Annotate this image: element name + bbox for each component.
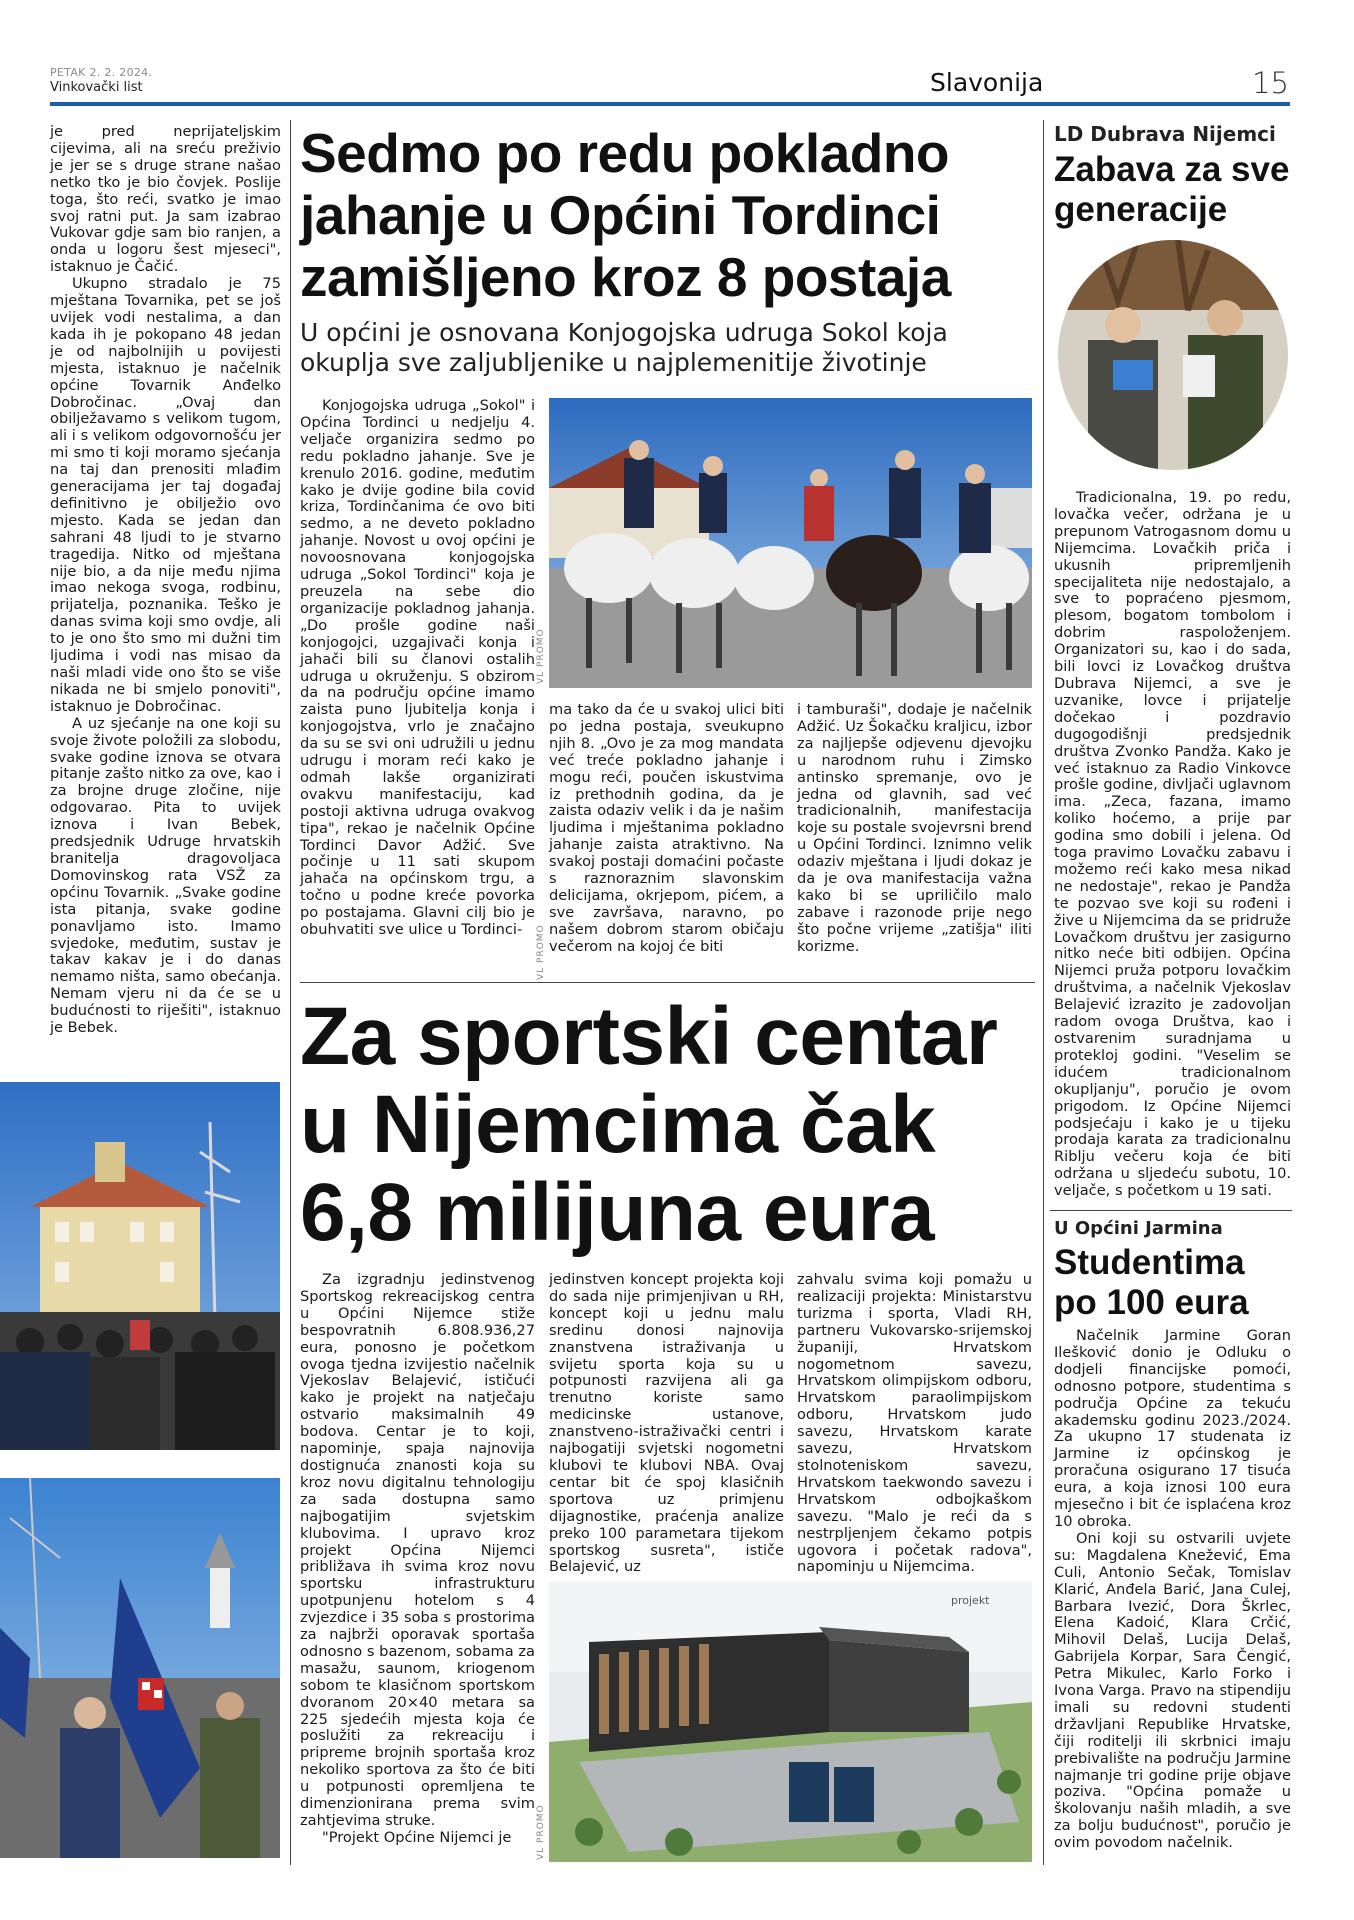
- article1-photo-credit: VL PROMO: [536, 628, 546, 684]
- article1-column-2: [549, 702, 784, 956]
- article2-column-1: [300, 1272, 535, 1847]
- sidebar1-text-block: [1054, 490, 1291, 1200]
- article2-col2-text: jedinstven koncept projekta koji do sada nije primjenjivan u RH, koncept koji u jednu malu sredinu donosi najnovija znanstvena istraživanja u svijetu sporta koja su u potpunosti razvijena ali ga trenutno koriste samo medicinske ustanove, znanstveno-istraživački centri i najbogatiji svjetski nogometni klubovi te klubovi NBA. Ovaj centar bit će spoj klasičnih sportova uz primjenu dijagnostike, praćenja analize preko 100 parametara tijekom sportskog susreta", ističe Belajević, uz: [549, 1271, 784, 1576]
- article2-col1-end: "Projekt Općine Nijemci je: [322, 1828, 512, 1846]
- header-rule: [50, 102, 1290, 106]
- sidebar1-headline: Zabava za sve generacije: [1054, 150, 1290, 229]
- sidebar1-kicker: LD Dubrava Nijemci: [1054, 122, 1276, 146]
- article1-col1-text: Konjogojska udruga „Sokol" i Općina Tordinci u nedjelju 4. veljače organizira sedmo po redu pokladno jahanje. Sve je krenulo 2016. godine, međutim kako je dvije godine bila covid kriza, Tordinčanima će ovo biti sedmo, a ne deveto pokladno jahanje. Novost u ovoj općini je novoosnovana konjogojska udruga „Sokol Tordinci" koja je preuzela na sebe dio organizacije pokladnog jahanja. „Do prošle godine naši konjogojci, uzgajivači konja i jahači bili su članovi ostalih udruga u okruženju. S obzirom da na području općine imamo zaista puno ljubitelja konja i konjogojstva, vrlo je značajno da su se svi oni udružili u jednu udrugu i moram reći kako je odmah lakše organizirati ovakvu manifestaciju, kad postoji aktivna udruga ovakvog tipa", rekao je načelnik Općine Tordinci Davor Adžić. Sve počinje u 11 sati skupom jahača na općinskom trgu, a točno u podne kreće povorka po postajama. Glavni cilj bio je obuhvatiti sve ulice u Tordinci-: [300, 397, 535, 939]
- article1-credit-2: VL PROMO: [536, 924, 546, 980]
- horse-riders-photo: [549, 398, 1032, 688]
- newspaper-name: Vinkovački list: [50, 80, 143, 95]
- article2-col1-text: Za izgradnju jedinstvenog Sportskog rekreacijskog centra u Općini Nijemce stiže bespovratnih 6.808.936,27 eura, ponosno je početkom ovoga tjedna izvijestio načelnik Vjekoslav Belajević, ističući kako je projekt na natječaju ostvario maksimalnih 49 bodova. Centar je to koji, napominje, spaja najnovija dostignuća znanosti koja su kroz novu digitalnu tehnologiju za sada dostupna samo najbogatijim svjetskim klubovima. I upravo kroz projekt Općina Nijemci približava ih svima kroz novu sportsku infrastrukturu upotpunjenu hotelom s 4 zvjezdice i 35 soba s prostorima za najbrži oporavak sportaša odnosno s bazenom, sobama za masažu, saunom, kriogenom sobom te klasičnom sportskom dvoranom 20×40 metara sa 225 sjedećih mjesta koja će poslužiti za rekreaciju i pripreme brojnih sportaša kroz nekoliko sportova za što će biti u potpunosti opremljena te dimenzionirana prema svim zahtjevima struke.: [300, 1271, 535, 1829]
- sidebar2-paragraph-1: Načelnik Jarmine Goran Ilešković donio je Odluku o dodjeli financijske pomoći, odnosno potpore, studentima s područja Općine za tekuću akademsku godinu 2023./2024. Za ukupno 17 studenata iz Jarmine iz općinskog je proračuna osigurano 17 tisuća eura, a koja iznosi 100 eura mjesečno i bit će isplaćena kroz 10 obroka.: [1054, 1327, 1291, 1530]
- left-paragraph-1: je pred neprijateljskim cijevima, ali na sreću preživio je jer se s druge strane našao netko tko je bio čovjek. Poslije toga, što reći, svatko je imao svoj ratni put. Ja sam izabrao Vukovar gdje sam bio ranjen, a onda u logoru šest mjeseci", istaknuo je Čačić.: [50, 123, 281, 276]
- issue-date: PETAK 2. 2. 2024.: [50, 66, 153, 79]
- sidebar2-paragraph-2: Oni koji su ostvarili uvjete su: Magdalena Knežević, Ema Culi, Antonio Sečak, Tomislav Klarić, Anđela Barić, Jana Culej, Barbara Ivezić, Dora Škrlec, Elena Kadoić, Klara Crčić, Mihovil Delaš, Lucija Delaš, Gabrijela Korpar, Sara Čengić, Petra Mikulec, Karlo Forko i Ivona Varga. Pravo na stipendiju imali su redovni studenti državljani Republike Hrvatske, čiji roditelji ili skrbnici imaju prebivalište na području Jarmine najmanje tri godine prije objave poziva. "Općina pomaže u školovanju naših mladih, a sve za bolju budućnost", poručio je ovim povodom načelnik.: [1054, 1529, 1291, 1852]
- page-number: 15: [1252, 66, 1289, 100]
- article1-col2-text: ma tako da će u svakoj ulici biti po jedna postaja, sveukupno njih 8. „Ovo je za mog mandata već treće pokladno jahanje i mogu reći, poučen iskustvima iz prethodnih godina, da je zaista odaziv velik i da je našim ljudima i mještanima pokladno jahanje zaista atraktivno. Na svakoj postaji domaćini počaste s raznoraznim slavonskim delicijama, okrjepom, pićem, a sve završava, naravno, po našem dobrom starom običaju večerom na kojoj će biti: [549, 701, 784, 955]
- section-title: Slavonija: [930, 68, 1044, 97]
- article2-column-3: [797, 1272, 1032, 1576]
- sports-center-render: [549, 1582, 1032, 1862]
- article1-headline: Sedmo po redu pokladno jahanje u Općini Tordinci zamišljeno kroz 8 postaja: [300, 122, 951, 308]
- render-label: projekt: [951, 1594, 990, 1607]
- article-divider: [300, 982, 1035, 983]
- column-divider-right: [1043, 120, 1044, 1865]
- sidebar2-kicker: U Općini Jarmina: [1054, 1218, 1223, 1239]
- article1-deck: U općini je osnovana Konjogojska udruga Sokol koja okuplja sve zaljubljenike u najplemenitije životinje: [300, 318, 948, 377]
- article1-col3-text: i tamburaši", dodaje je načelnik Adžić. Uz Šokačku kraljicu, izbor za najljepše odjevenu djevojku u narodnom ruhu i Zimsko antinsko spremanje, ovo je jedna od glavnih, sad već tradicionalnih, manifestacija koje su postale svojevrsni brend u Općini Tordinci. Iznimno velik odaziv mještana i ljudi dokaz je da je ova manifestacija važna kako bi se upriličilo malo zabave i razonode prije nego što počne vrijeme „zatišja" iliti korizme.: [797, 701, 1032, 955]
- left-paragraph-3: A uz sjećanje na one koji su svoje živote položili za slobodu, svake godine iznova se otvara pitanje zašto nitko za ove, kao i za brojne druge zločine, nije odgovarao. Pita to uvijek iznova i Ivan Bebek, predsjednik Udruge hrvatskih branitelja dragovoljaca Domovinskog rata VSŽ za općinu Tovarnik. „Svake godine ista pitanja, svake godine ponavljamo isto. Imamo svjedoke, međutim, sustav je takav kakav je i do danas nemamo ništa, samo obećanja. Nemam vjeru ni da će se u budućnosti to riješiti", istaknuo je Bebek.: [50, 714, 281, 1037]
- article1-column-3: [797, 702, 1032, 956]
- left-column-text: [50, 124, 281, 1037]
- veterans-flags-photo: [0, 1478, 280, 1858]
- article2-headline: Za sportski centar u Nijemcima čak 6,8 milijuna eura: [300, 991, 998, 1258]
- sidebar2-text-block: [1054, 1328, 1291, 1852]
- article2-col3-text: zahvalu svima koji pomažu u realizaciji projekta: Ministarstvu turizma i sporta, Vladi RH, partneru Vukovarsko-srijemskoj županiji, Hrvatskom nogometnom savezu, Hrvatskom olimpijskom odboru, Hrvatskom paraolimpijskom odboru, Hrvatskom judo savezu, Hrvatskom karate savezu, Hrvatskom stolnoteniskom savezu, Hrvatskom taekwondo savezu i Hrvatskom odbojkaškom savezu. "Malo je reći da s nestrpljenjem čekamo potpis ugovora i početak radova", napominju u Nijemcima.: [797, 1271, 1032, 1576]
- article2-photo-credit: VL PROMO: [536, 1804, 546, 1860]
- sidebar1-text: Tradicionalna, 19. po redu, lovačka večer, održana je u prepunom Vatrogasnom domu u Nijemcima. Lovačkih priča i ukusnih pripremljenih specijaliteta nije nedostajalo, a sve to popraćeno pjesmom, plesom, bogatom tombolom i dobrim raspoloženjem. Organizatori su, kao i do sada, bili lovci iz Lovačkog društva Dubrava Nijemci, a sve je uzvanike, lovce i prijatelje dočekao i pozdravio dugogodišnji predsjednik društva Zvonko Pandža. Kako je već istaknuo za Radio Vinkovce prošle godine, divljači uglavnom ima. „Zeca, fazana, imamo koliko hoćemo, a prije par godina smo dobili i jelena. Od toga pravimo Lovačku zabavu i možemo reći kako mesa nikad ne nedostaje", rekao je Pandža te pozvao sve koji su rođeni i žive u Nijemcima da se pridruže Lovačkom društvu jer zasigurno nitko neće biti odbijen. Općina Nijemci pruža potporu lovačkim društvima, a načelnik Vjekoslav Belajević izrazito je zadovoljan radom ovoga Društva, kao i ostvarenim suradnjama u proteklој godini. "Veselim se idućem tradicionalnom okupljanju", poručio je ovom prigodom. Iz Općine Nijemci podsjećaju i kako je u tijeku prodaja karata za tradicionalnu Riblju večeru koja će biti održana u sljedeću subotu, 10. veljače, s početkom u 19 sati.: [1054, 489, 1291, 1200]
- sidebar2-headline: Studentima po 100 eura: [1054, 1243, 1249, 1322]
- commemoration-photo: [0, 1082, 280, 1450]
- article1-column-1: [300, 398, 535, 939]
- hunters-photo: [1058, 240, 1288, 470]
- article2-column-2: [549, 1272, 784, 1576]
- column-divider-left: [290, 120, 291, 1865]
- sidebar-divider: [1050, 1210, 1292, 1211]
- left-paragraph-2: Ukupno stradalo je 75 mještana Tovarnika, pet se još uvijek vodi nestalima, a dan kada ih je pokopano 48 jedan je od najbolnijih u povijesti mjesta, istaknuo je načelnik općine Tovarnik Anđelko Dobročinac. „Ovaj dan obilježavamo s velikom tugom, ali i s velikom odgovornošću jer mi smo ti koji moramo sjećanja na taj dan prenositi mlađim generacijama jer taj događaj definitivno je obilježio ovo mjesto. Kada se jedan dan sahrani 48 ljudi to je stvarno tragedija. Nitko od mještana nije bio, a da nije među njima imao nekoga svoga, rodbinu, prijatelja, poznanika. Teško je danas svima koji smo ovdje, ali to je ono što smo mi dužni tim ljudima i vodi nas misao da naši mladi vide ono što se više nikada ne bi smjelo ponoviti", istaknuo je Dobročinac.: [50, 275, 281, 715]
